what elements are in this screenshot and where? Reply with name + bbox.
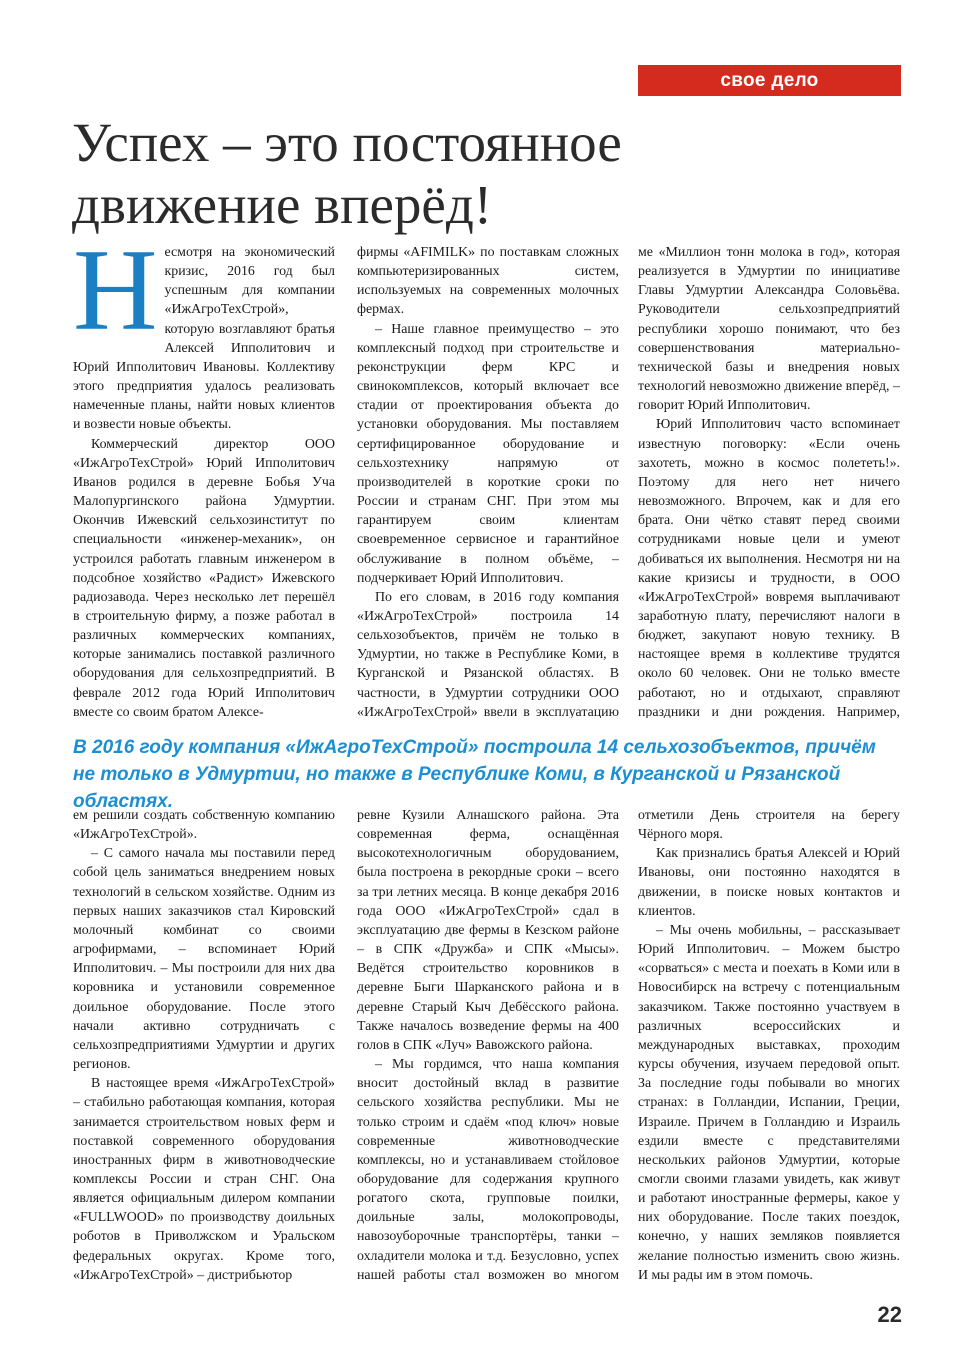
paragraph: – С самого начала мы поставили перед собой цель заниматься внедрением новых технологий в сельском хозяйстве. Одним из первых наших заказчиков стал Кировский молочный комбинат со своими агрофирмами, – вспоминает Юрий Ипполитович. – Мы построили для них два коровника и установили современное доильное оборудование. После этого начали активно сотрудничать с сельхозпредприятиями Удмуртии и других регионов.: [73, 846, 335, 1073]
paragraph: В настоящее время «ИжАгроТехСтрой» – стабильно работающая компания, которая занимается строительством новых ферм и поставкой современного оборудования иностранных фирм в животноводческие комплексы России и стран СНГ. Она является официальным дилером компании «FULLWOOD» по производству доильных роботов в Приволжском и Уральском федеральных округах. Кроме того, «ИжАгроТехСтрой» – дистрибьютор: [73, 1076, 335, 1283]
title-line-1: Успех – это постоянное: [72, 112, 622, 173]
paragraph: есмотря на экономический кризис, 2016 год был успешным для компании «ИжАгроТехСтрой», которую возглавляют братья Алексей Ипполитович и Юрий Ипполитович Ивановы. Коллективу этого предприятия удалось реализовать намеченные планы, найти новых клиентов и возвести новые объекты.: [73, 245, 335, 433]
paragraph: ме «Миллион тонн молока в год», которая реализуется в Удмуртии по инициативе Главы Удмуртии Александра Соловьёва. Руководители сельхозпредприятий республики хорошо понимают, что без совершенствования материально-технической базы и внедрения новых технологий невозможно движение вперёд, – говорит Юрий Ипполитович.: [638, 245, 900, 414]
column-2-bottom: [357, 806, 619, 1288]
paragraph: отметили День строителя на берегу Чёрного моря.: [638, 808, 900, 843]
paragraph: – Наше главное преимущество – это комплексный подход при строительстве и реконструкции ферм КРС и свинокомплексов, который включает все стадии от проектирования объекта до установки оборудования. Мы поставляем сертифицированное оборудование и сельхозтехнику напрямую от производителей в короткие сроки по России и странам СНГ. При этом мы гарантируем своим клиентам своевременное сервисное и гарантийное обслуживание в полном объёме, – подчеркивает Юрий Ипполитович.: [357, 321, 619, 586]
paragraph: Коммерческий директор ООО «ИжАгроТехСтрой» Юрий Ипполитович Иванов родился в деревне Бобья Уча Малопургинского района Удмуртии. Окончив Ижевский сельхозинститут по специальности «инженер-механик», он устроился работать главным инженером в подсобное хозяйство «Радист» Ижевского радиозавода. Через несколько лет перешёл в строительную фирму, а позже работал в различных коммерческих компаниях, которые занимались поставкой различного оборудования для сельхозпредприятий. В феврале 2012 года Юрий Ипполитович вместе со своим братом Алексе-: [73, 436, 335, 718]
paragraph: Как признались братья Алексей и Юрий Ивановы, они постоянно находятся в движении, в поиске новых контактов и клиентов.: [638, 846, 900, 919]
title-line-2: движение вперёд!: [72, 174, 493, 235]
column-1-bottom: [73, 806, 335, 1288]
paragraph: ем решили создать собственную компанию «ИжАгроТехСтрой».: [73, 808, 335, 843]
column-3-bottom: [638, 806, 900, 1288]
paragraph: – Мы очень мобильны, – рассказывает Юрий Ипполитович. – Можем быстро «сорваться» с места и поехать в Коми или в Новосибирск на встречу с потенциальным заказчиком. Также постоянно участвуем в различных всероссийских и международных выставках, проходим курсы обучения, изучаем передовой опыт. За последние годы побывали во многих странах: в Голландии, Испании, Греции, Израиле. Причем в Голландию и Израиль ездили вместе с представителями нескольких районов Удмуртии, которые смогли своими глазами увидеть, как живут и работают иностранные фермеры, какое у них оборудование. После таких поездок, конечно, у наших земляков появляется желание полностью изменить свою жизнь. И мы рады им в этом помочь.: [638, 922, 900, 1283]
section-tag: свое дело: [638, 65, 901, 96]
column-1-top: [73, 243, 335, 718]
column-2-top: [357, 243, 619, 718]
article-title: [72, 112, 892, 236]
page-number: 22: [877, 1302, 902, 1327]
paragraph: – Мы гордимся, что наша компания вносит достойный вклад в развитие сельского хозяйства республики. Мы не только строим и сдаём «под ключ» новые современные животноводческие комплексы, но и устанавливаем стойловое оборудование для содержания крупного рогатого скота, групповые поилки, доильные залы, молокопроводы, навозоуборочные транспортёры, танки – охладители молока и т.д. Безусловно, успех нашей работы стал возможен во многом: [357, 1057, 619, 1283]
paragraph: По его словам, в 2016 году компания «ИжАгроТехСтрой» построила 14 сельхозобъектов, причём не только в Удмуртии, но также в Республике Коми, в Курганской и Рязанской областях. В частности, в Удмуртии сотрудники ООО «ИжАгроТехСтрой» ввели в эксплуатацию: [357, 589, 619, 718]
paragraph: фирмы «AFIMILK» по поставкам сложных компьютеризированных систем, используемых на современных молочных фермах.: [357, 245, 619, 318]
column-3-top: [638, 243, 900, 718]
dropcap: Н: [73, 243, 158, 355]
pull-quote: В 2016 году компания «ИжАгроТехСтрой» построила 14 сельхозобъектов, причём не только в Удмуртии, но также в Республике Коми, в Курганской и Рязанской областях.: [73, 737, 876, 812]
paragraph: ревне Кузили Алнашского района. Эта современная ферма, оснащённая высокотехнологичным оборудованием, была построена в рекордные сроки – всего за три летних месяца. В конце декабря 2016 года ООО «ИжАгроТехСтрой» сдал в эксплуатацию две фермы в Кезском районе – в СПК «Дружба» и СПК «Мысы». Ведётся строительство коровников в деревне Быги Шарканского района и в деревне Старый Кыч Дебёсского района. Также началось возведение фермы на 400 голов в СПК «Луч» Вавожского района.: [357, 808, 619, 1053]
paragraph: Юрий Ипполитович часто вспоминает известную поговорку: «Если очень захотеть, можно в космос полететь!». Поэтому для него нет ничего невозможного. Впрочем, как и для его брата. Они чётко ставят перед своими сотрудниками новые цели и умеют добиваться их выполнения. Несмотря ни на какие кризисы и трудности, в ООО «ИжАгроТехСтрой» вовремя выплачивают заработную плату, перечисляют налоги в бюджет, закупают новую технику. В настоящее время в коллективе трудятся около 60 человек. Они не только вместе работают, но и отдыхают, справляют праздники и дни рождения. Например,: [638, 417, 900, 718]
